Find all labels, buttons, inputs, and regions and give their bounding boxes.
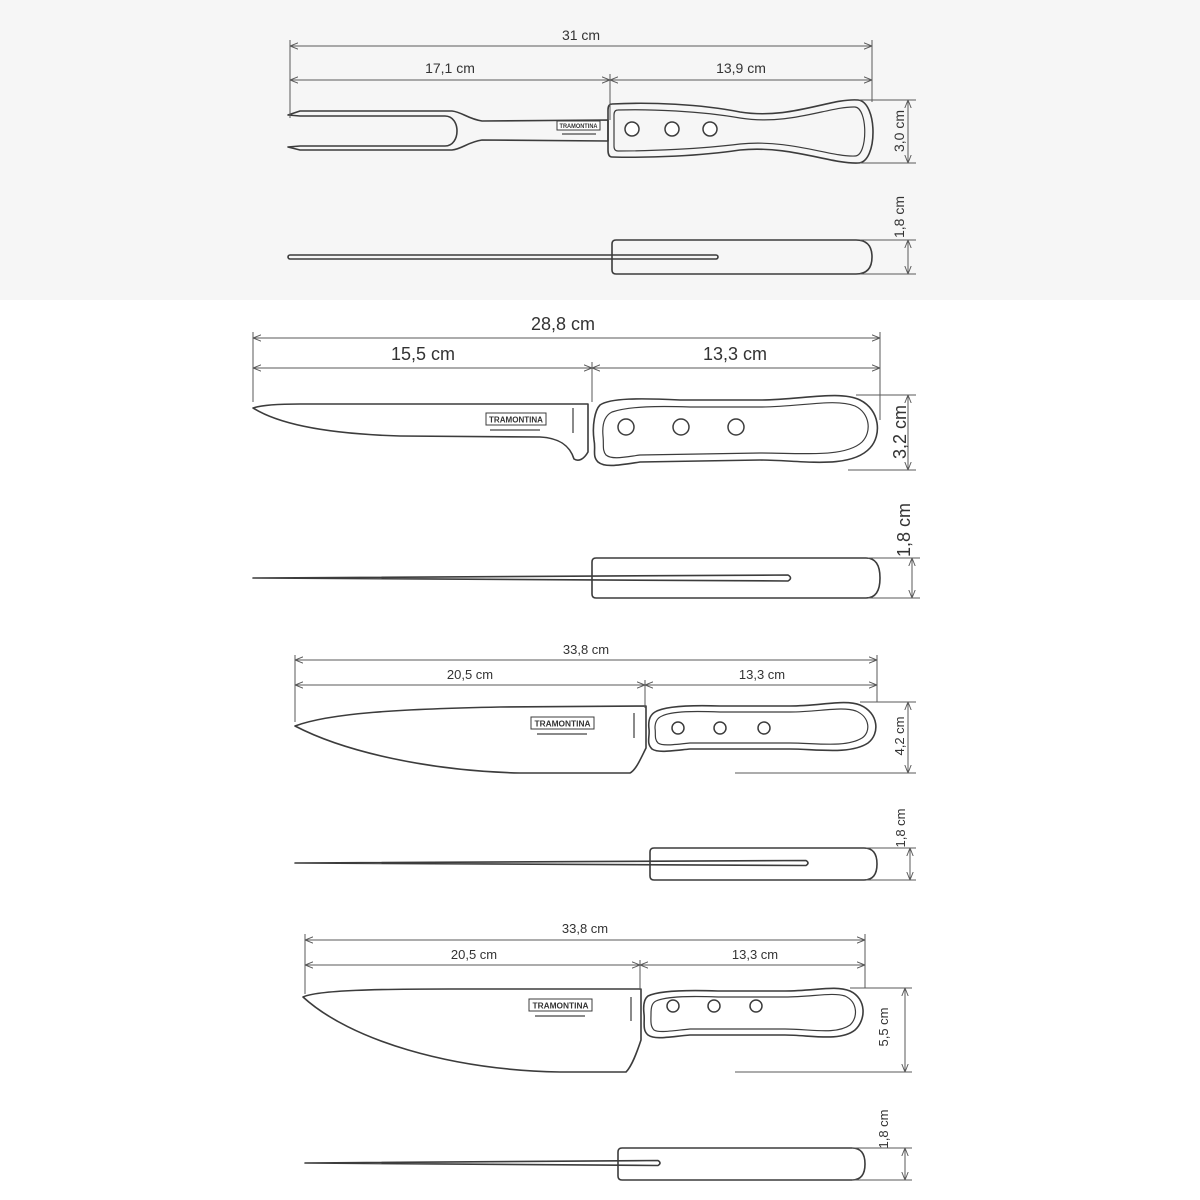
boning-knife-drawing	[253, 314, 920, 598]
handle-length-label: 13,3 cm	[702, 344, 768, 364]
handle-length-label: 13,9 cm	[716, 60, 766, 76]
total-length-label: 31 cm	[561, 27, 601, 43]
total-length-label: 28,8 cm	[530, 314, 596, 334]
side-handle-outline	[618, 1148, 865, 1180]
side-handle-outline	[650, 848, 877, 880]
rivet	[672, 722, 684, 734]
blade-fine-print-vertical	[572, 408, 574, 433]
height-label: 4,2 cm	[892, 716, 907, 756]
rivet	[665, 122, 679, 136]
blade-brand-stamp	[486, 413, 546, 431]
stamp-fine-print	[490, 429, 540, 431]
thickness-label: 1,8 cm	[891, 195, 907, 239]
blade-outline	[253, 404, 588, 460]
stamp-fine-print	[535, 1015, 585, 1017]
total-length-label: 33,8 cm	[561, 921, 609, 936]
boning-knife-side-view	[253, 503, 920, 598]
stamp-fine-print	[537, 733, 587, 735]
slicing-knife-top-view	[295, 703, 876, 773]
slicing-knife-dimensions	[295, 642, 916, 773]
thickness-label: 1,8 cm	[893, 808, 908, 848]
side-blade-outline	[295, 861, 808, 866]
rivet	[625, 122, 639, 136]
boning-knife-top-view	[253, 396, 877, 466]
rivet	[618, 419, 634, 435]
blade-length-label: 20,5 cm	[446, 667, 494, 682]
rivet	[750, 1000, 762, 1012]
thickness-label: 1,8 cm	[876, 1109, 891, 1149]
rivet	[714, 722, 726, 734]
stamp-text: TRAMONTINA	[489, 415, 544, 425]
height-label: 5,5 cm	[876, 1007, 891, 1047]
side-blade-outline	[253, 575, 791, 581]
blade-outline	[295, 706, 646, 773]
side-blade-outline	[305, 1161, 660, 1166]
blade-fine-print-vertical	[630, 997, 632, 1021]
chef-knife-top-view	[303, 988, 863, 1072]
handle-length-label: 13,3 cm	[731, 947, 779, 962]
total-length-label: 33,8 cm	[562, 642, 610, 657]
blade-brand-stamp	[529, 999, 592, 1017]
blade-length-label: 17,1 cm	[425, 60, 475, 76]
blade-length-label: 20,5 cm	[450, 947, 498, 962]
side-handle-outline	[592, 558, 880, 598]
blade-length-label: 15,5 cm	[390, 344, 456, 364]
rivet	[703, 122, 717, 136]
stamp-text: TRAMONTINA	[534, 719, 591, 729]
blade-brand-stamp	[531, 717, 594, 735]
slicing-knife-side-view	[295, 808, 916, 880]
thickness-label: 1,8 cm	[894, 502, 914, 558]
slicing-knife-drawing	[295, 642, 916, 880]
rivet	[673, 419, 689, 435]
rivet	[667, 1000, 679, 1012]
stamp-fine-print	[562, 133, 596, 135]
rivet	[758, 722, 770, 734]
stamp-text: TRAMONTINA	[532, 1001, 589, 1011]
height-label: 3,2 cm	[890, 404, 910, 460]
stamp-text: TRAMONTINA	[559, 123, 598, 130]
handle-length-label: 13,3 cm	[738, 667, 786, 682]
chef-knife-side-view	[305, 1109, 912, 1180]
height-label: 3,0 cm	[891, 109, 907, 153]
chef-knife-dimensions	[305, 921, 912, 1072]
rivet	[728, 419, 744, 435]
boning-knife-dimensions	[253, 314, 916, 470]
rivet	[708, 1000, 720, 1012]
chef-knife-drawing	[303, 921, 912, 1180]
blade-fine-print-vertical	[633, 713, 635, 738]
